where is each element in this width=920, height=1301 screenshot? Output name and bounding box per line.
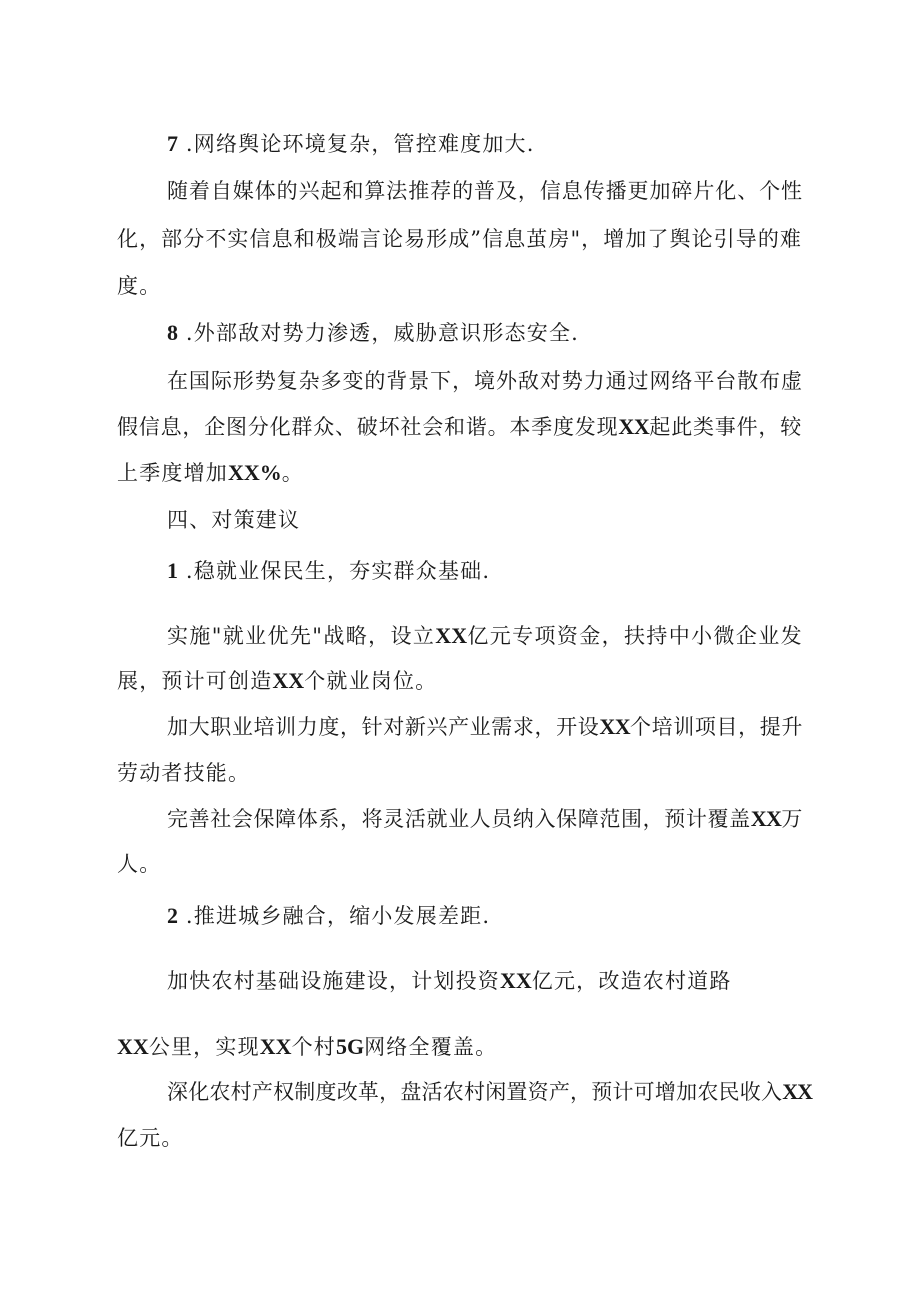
bold-text-segment: XX — [259, 1034, 292, 1059]
bold-text-segment: XX — [750, 806, 782, 831]
text-line-l19 — [117, 1034, 497, 1060]
text-segment: 展，预计可创造 — [117, 669, 273, 693]
text-segment: 深化农村产权制度改革，盘活农村闲置资产，预计可增加农民收入 — [167, 1080, 783, 1104]
text-segment: 化，部分不实信息和极端言论易形成”信息茧房"，增加了舆论引导的难 — [117, 227, 802, 251]
text-segment: 个培训项目，提升 — [630, 715, 803, 739]
text-segment: 公里，实现 — [148, 1035, 260, 1059]
text-line-l2 — [167, 178, 803, 204]
text-line-l14 — [117, 760, 250, 786]
text-segment: 四、对策建议 — [167, 508, 301, 532]
text-segment: 万 — [781, 807, 803, 831]
text-line-l21 — [117, 1125, 184, 1151]
text-segment: 亿元，改造农村道路 — [531, 969, 732, 993]
bold-text-segment: XX — [435, 623, 468, 648]
text-segment: 亿元专项资金，扶持中小微企业发 — [467, 624, 804, 648]
text-segment: 完善社会保障体系，将灵活就业人员纳入保障范围，预计覆盖 — [167, 807, 751, 831]
bold-text-segment: XX — [618, 414, 650, 439]
text-segment: 个就业岗位。 — [304, 669, 438, 693]
text-line-l8 — [117, 460, 304, 486]
text-segment: 劳动者技能。 — [117, 761, 251, 785]
text-segment: 加快农村基础设施建设，计划投资 — [167, 969, 500, 993]
text-segment: 。 — [281, 461, 304, 485]
bold-text-segment: XX% — [228, 460, 282, 485]
text-segment: .推进城乡融合，缩小发展差距. — [178, 904, 491, 928]
text-segment: 个村 — [291, 1035, 336, 1059]
text-line-l13 — [167, 714, 803, 740]
text-line-l15 — [167, 806, 803, 832]
text-line-l6 — [167, 368, 803, 394]
text-line-l1 — [167, 131, 535, 157]
bold-text-segment: XX — [599, 714, 631, 739]
text-segment: 度。 — [117, 274, 162, 298]
text-segment: .网络舆论环境复杂，管控难度加大. — [178, 132, 535, 156]
text-line-l5 — [167, 320, 579, 346]
text-line-l12 — [117, 668, 437, 694]
bold-text-segment: 2 — [167, 903, 178, 928]
text-line-l10 — [167, 558, 490, 584]
text-segment: .稳就业保民生，夯实群众基础. — [178, 559, 491, 583]
text-segment: 起此类事件，较 — [649, 415, 802, 439]
text-line-l4 — [117, 273, 161, 299]
bold-text-segment: XX — [782, 1079, 812, 1104]
text-segment: 上季度增加 — [117, 461, 228, 485]
text-line-l7 — [117, 414, 802, 440]
text-line-l11 — [167, 623, 803, 649]
bold-text-segment: 5G — [335, 1034, 365, 1059]
bold-text-segment: XX — [117, 1034, 149, 1059]
bold-text-segment: 8 — [167, 320, 178, 345]
text-segment: 假信息，企图分化群众、破坏社会和谐。本季度发现 — [117, 415, 619, 439]
text-line-l16 — [117, 851, 161, 877]
text-line-l18 — [167, 968, 732, 994]
text-segment: 亿元。 — [117, 1126, 184, 1150]
text-segment: .外部敌对势力渗透，威胁意识形态安全. — [178, 321, 580, 345]
text-segment: 网络全覆盖。 — [364, 1035, 498, 1059]
text-line-l20 — [167, 1079, 812, 1105]
text-line-l3 — [117, 226, 802, 252]
text-segment: 在国际形势复杂多变的背景下，境外敌对势力通过网络平台散布虚 — [167, 369, 803, 393]
bold-text-segment: XX — [500, 968, 532, 993]
bold-text-segment: 1 — [167, 558, 178, 583]
text-segment: 人。 — [117, 852, 162, 876]
text-segment: 随着自媒体的兴起和算法推荐的普及，信息传播更加碎片化、个性 — [167, 179, 803, 203]
text-line-l17 — [167, 903, 490, 929]
bold-text-segment: XX — [272, 668, 305, 693]
bold-text-segment: 7 — [167, 131, 178, 156]
text-line-l9 — [167, 507, 300, 533]
text-segment: 实施"就业优先"战略，设立 — [167, 624, 436, 648]
text-segment: 加大职业培训力度，针对新兴产业需求，开设 — [167, 715, 600, 739]
